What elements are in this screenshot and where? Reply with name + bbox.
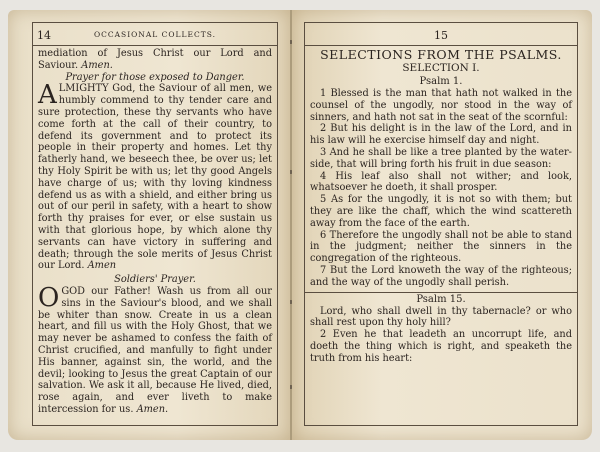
page-number: 15 (434, 29, 448, 42)
psalm-heading: Psalm 1. (419, 76, 463, 87)
amen: Amen (87, 260, 117, 272)
page-number: 14 (37, 29, 51, 42)
prayer-text: GOD our Father! Wash us from all our sins in the Saviour's blood, and we shall be whiter than snow. Create in us a clean heart, and fill us with the Holy Ghost, that we may never be ashamed to confess the faith of Christ crucified, and manfully to fight under His banner, against sin, the world, and the devil; looking to Jesus the great Captain of our salvation. We ask it all, because He lived, died, rose again, and ever liveth to make intercession for us. (38, 285, 272, 415)
psalm-verse: Lord, who shall dwell in thy tabernacle? or who shall rest upon thy holy hill? (310, 305, 572, 329)
psalm-verse: 3 And he shall be like a tree planted by the water-side, that will bring forth his fruit in due season: (310, 146, 572, 170)
right-page-frame (304, 22, 578, 426)
header-rule (33, 45, 277, 46)
left-page (8, 10, 290, 440)
selection-heading: SELECTION I. (402, 62, 480, 74)
right-page-body (310, 47, 572, 365)
right-page (292, 10, 592, 440)
drop-cap: A (38, 80, 57, 111)
amen: Amen. (136, 403, 169, 415)
psalm-verse: 2 But his delight is in the law of the Lord, and in his law will he exercise himself day and night. (310, 123, 572, 147)
drop-cap: O (38, 282, 60, 313)
psalm-heading: Psalm 15. (416, 293, 466, 305)
left-page-header (33, 25, 277, 43)
section-title: SELECTIONS FROM THE PSALMS. (320, 47, 562, 62)
psalm-verse: 1 Blessed is the man that hath not walked in the counsel of the ungodly, nor stood in the way of sinners, and hath not sat in the seat of the scornful: (310, 88, 572, 123)
prayer-title: Soldiers' Prayer. (114, 274, 196, 286)
amen: Amen. (81, 59, 113, 71)
right-page-header (305, 25, 577, 43)
header-rule (305, 45, 577, 46)
continuation-text: mediation of Jesus Christ our Lord and Saviour. (38, 48, 272, 71)
psalm-verse: 5 As for the ungodly, it is not so with them; but they are like the chaff, which the wind scattereth away from the face of the earth. (310, 194, 572, 229)
psalm-verse: 6 Therefore the ungodly shall not be able to stand in the judgment; neither the sinners in the congregation of the righteous. (310, 229, 572, 265)
psalm-verse: 7 But the Lord knoweth the way of the righteous; and the way of the ungodly shall perish. (310, 264, 572, 288)
left-page-body (38, 48, 272, 416)
left-page-frame (32, 22, 278, 426)
prayer-text: LMIGHTY God, the Saviour of all men, we humbly commend to thy tender care and sure protection, these thy servants who have come forth at the call of their country, to defend its government and to protect its people in their property and homes. Let thy fatherly hand, we beseech thee, be over us; let thy Holy Spirit be with us; let thy good Angels have charge of us; with thy loving kindness defend us as with a shield, and either bring us out of our peril in safety, with a heart to show forth thy praises for ever, or else sustain us with that glorious hope, by which alone thy servants can have victory in suffering and death; through the sole merits of Jesus Christ our Lord. (38, 83, 272, 272)
running-head: OCCASIONAL COLLECTS. (94, 30, 216, 39)
psalm-verse: 2 Even he that leadeth an uncorrupt life, and doeth the thing which is right, and speaketh the truth from his heart: (310, 329, 572, 364)
psalm-verse: 4 His leaf also shall not wither; and look, whatsoever he doeth, it shall prosper. (310, 170, 572, 194)
prayer-title: Prayer for those exposed to Danger. (65, 71, 245, 83)
